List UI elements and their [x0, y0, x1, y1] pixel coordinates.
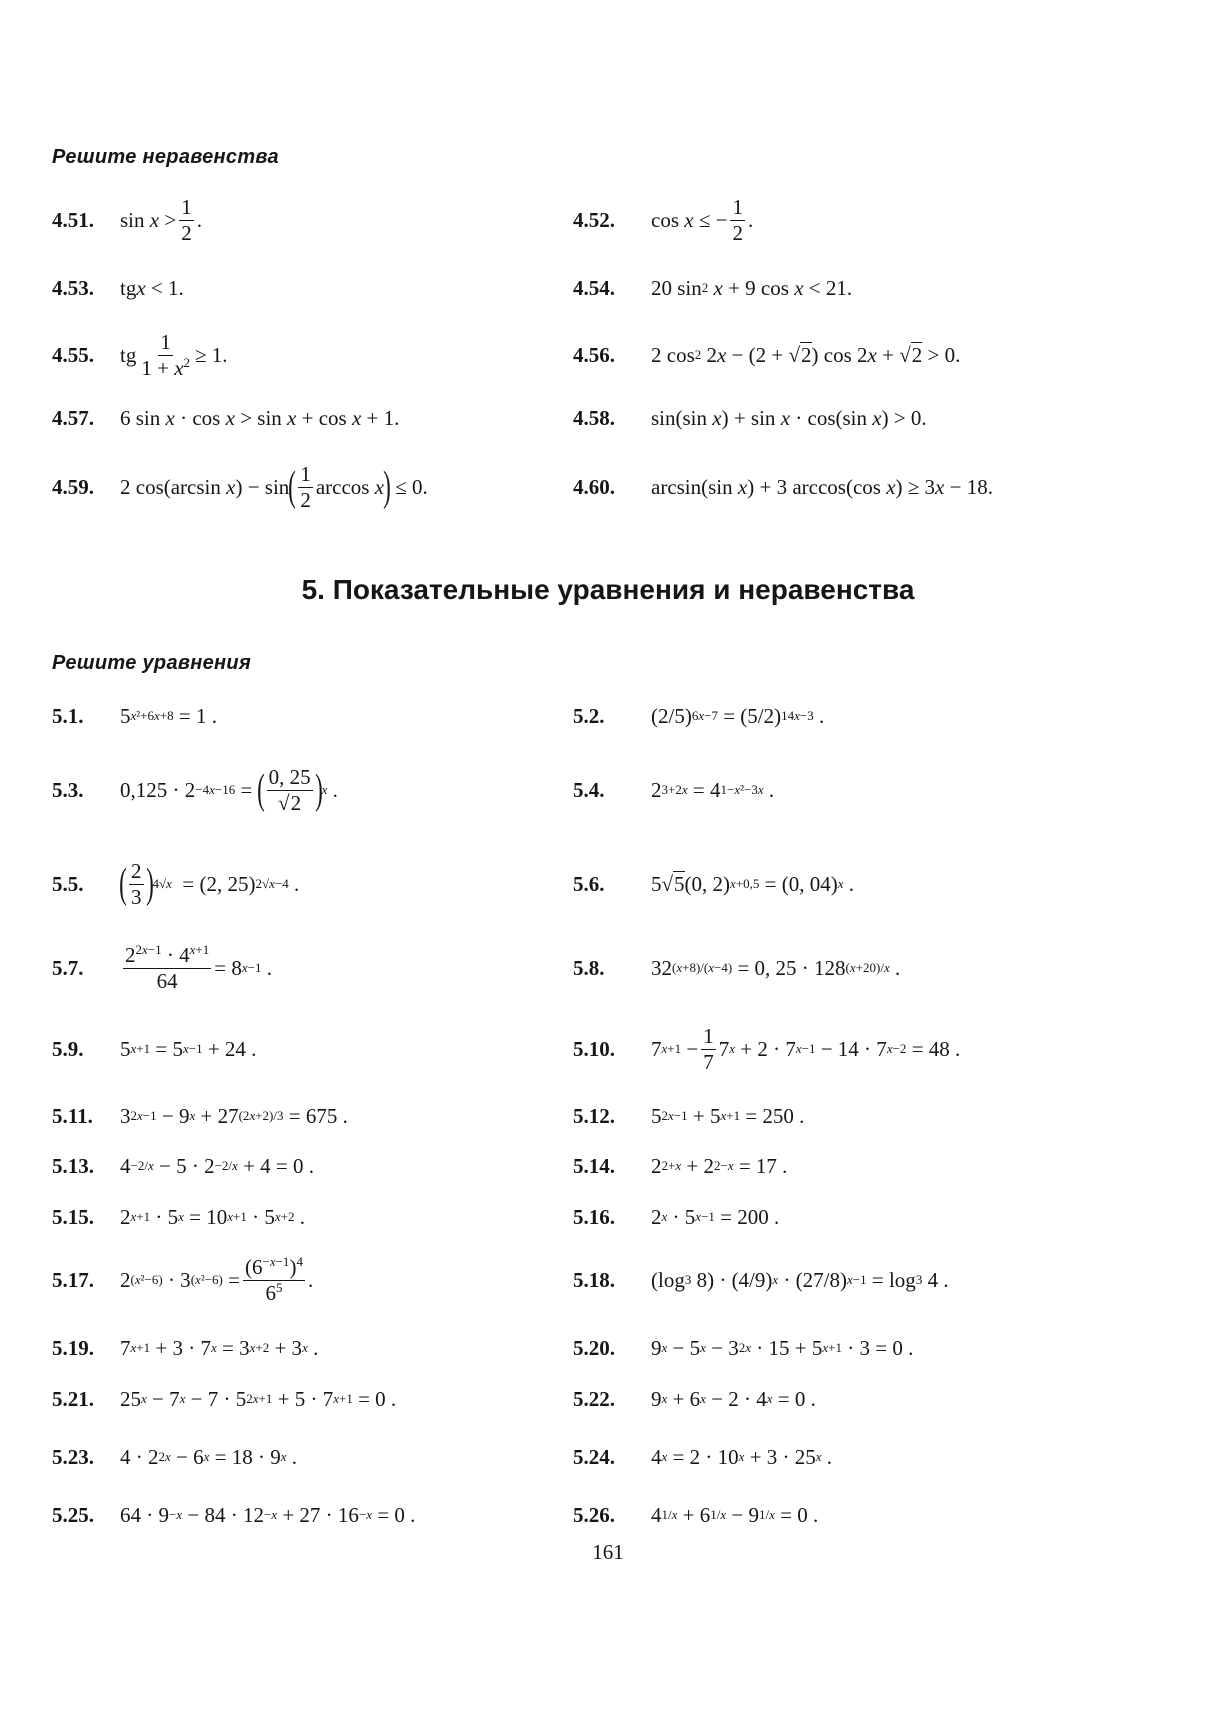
problem-number: 5.8. — [573, 955, 605, 980]
problem-number: 5.19. — [52, 1335, 94, 1360]
problem-5-22: 5.22. 9 x + 6 x − 2 · 4 x = 0 . — [573, 1386, 816, 1411]
problem-number: 5.5. — [52, 871, 84, 896]
problem-5-11: 5.11. 3 2x−1 − 9 x + 27 (2x+2)/3 = 675 . — [52, 1103, 348, 1128]
problem-number: 5.1. — [52, 703, 84, 728]
problem-5-4: 5.4. 2 3+2x = 4 1−x²−3x . — [573, 777, 775, 802]
problem-number: 5.10. — [573, 1036, 615, 1061]
problem-5-14: 5.14. 2 2+x + 2 2−x = 17 . — [573, 1153, 788, 1178]
problem-5-1: 5.1. 5 x²+6x+8 = 1 . — [52, 703, 217, 728]
problem-number: 4.54. — [573, 275, 615, 300]
problem-number: 4.55. — [52, 342, 94, 367]
problem-5-3: 5.3. 0,125 · 2 −4x−16 = ( $\frac{0, 25}{√2}$ ) x . — [52, 765, 338, 815]
problem-5-5: 5.5. ( $\frac{2}{3}$ ) 4√x = (2, 25) 2√x−4 . — [52, 859, 300, 909]
problem-number: 4.52. — [573, 207, 615, 232]
problem-number: 4.60. — [573, 474, 615, 499]
problem-4-52: 4.52. cos x ≤ − $\frac{1}{2}$ . — [573, 195, 754, 245]
problem-5-25: 5.25. 64 · 9 −x − 84 · 12 −x + 27 · 16 −x = 0 . — [52, 1502, 416, 1527]
problem-number: 5.3. — [52, 777, 84, 802]
problem-5-20: 5.20. 9 x − 5 x − 3 2x · 15 + 5 x+1 · 3 = 0 . — [573, 1335, 914, 1360]
problem-number: 5.9. — [52, 1036, 84, 1061]
problem-number: 5.25. — [52, 1502, 94, 1527]
problem-5-12: 5.12. 5 2x−1 + 5 x+1 = 250 . — [573, 1103, 805, 1128]
problem-4-55: 4.55. tg $\frac{1}{1 + x^2}$ ≥ 1. — [52, 330, 228, 380]
problem-number: 4.51. — [52, 207, 94, 232]
problem-number: 5.21. — [52, 1386, 94, 1411]
problem-4-53: 4.53. tg x < 1. — [52, 275, 184, 300]
problem-4-54: 4.54. 20 sin 2 x + 9 cos x < 21. — [573, 275, 853, 300]
problem-4-56: 4.56. 2 cos 2 2 x − (2 + √ 2 ) cos 2 x + √ 2 > 0. — [573, 342, 961, 367]
problem-number: 4.56. — [573, 342, 615, 367]
problem-4-58: 4.58. sin(sin x ) + sin x · cos(sin x ) > 0. — [573, 405, 927, 430]
problem-4-57: 4.57. 6 sin x · cos x > sin x + cos x + 1. — [52, 405, 400, 430]
problem-number: 5.24. — [573, 1444, 615, 1469]
problem-number: 4.57. — [52, 405, 94, 430]
problem-number: 4.59. — [52, 474, 94, 499]
problem-number: 5.22. — [573, 1386, 615, 1411]
problem-number: 4.58. — [573, 405, 615, 430]
problem-4-51: 4.51. sin x > $\frac{1}{2}$ . — [52, 195, 202, 245]
problem-4-59: 4.59. 2 cos(arcsin x ) − sin ( $\frac{1}{2}$ arccos x ) ≤ 0. — [52, 462, 428, 512]
problem-5-26: 5.26. 4 1/x + 6 1/x − 9 1/x = 0 . — [573, 1502, 819, 1527]
problem-5-17: 5.17. 2 (x²−6) · 3 (x²−6) = $\frac{(6^{-x-1})^4}{6^5}$ . — [52, 1254, 314, 1305]
problem-5-9: 5.9. 5 x+1 = 5 x−1 + 24 . — [52, 1036, 257, 1061]
problem-5-18: 5.18. (log 3 8) · (4/9) x · (27/8) x−1 = log 3 4 . — [573, 1267, 949, 1292]
problem-number: 5.14. — [573, 1153, 615, 1178]
problem-5-23: 5.23. 4 · 2 2x − 6 x = 18 · 9 x . — [52, 1444, 298, 1469]
problem-number: 5.15. — [52, 1204, 94, 1229]
problem-5-2: 5.2. (2/5) 6x−7 = (5/2) 14x−3 . — [573, 703, 825, 728]
problem-number: 5.7. — [52, 955, 84, 980]
problem-5-10: 5.10. 7 x+1 − $\frac{1}{7}$ 7 x + 2 · 7 x−1 − 14 · 7 x−2 = 48 . — [573, 1024, 961, 1074]
problem-5-21: 5.21. 25 x − 7 x − 7 · 5 2x+1 + 5 · 7 x+1 = 0 . — [52, 1386, 397, 1411]
problem-5-8: 5.8. 32 (x+8)/(x−4) = 0, 25 · 128 (x+20)/x . — [573, 955, 901, 980]
problem-5-19: 5.19. 7 x+1 + 3 · 7 x = 3 x+2 + 3 x . — [52, 1335, 319, 1360]
problem-number: 5.17. — [52, 1267, 94, 1292]
problem-number: 5.23. — [52, 1444, 94, 1469]
problem-5-16: 5.16. 2 x · 5 x−1 = 200 . — [573, 1204, 780, 1229]
problem-5-15: 5.15. 2 x+1 · 5 x = 10 x+1 · 5 x+2 . — [52, 1204, 305, 1229]
heading-solve-equations: Решите уравнения — [52, 652, 252, 674]
problem-number: 5.4. — [573, 777, 605, 802]
problem-number: 5.18. — [573, 1267, 615, 1292]
problem-4-60: 4.60. arcsin(sin x ) + 3 arccos(cos x ) ≥ 3 x − 18. — [573, 474, 993, 499]
problem-number: 5.16. — [573, 1204, 615, 1229]
problem-number: 5.26. — [573, 1502, 615, 1527]
section-title: 5. Показательные уравнения и неравенства — [301, 574, 915, 605]
page-number: 161 — [592, 1540, 624, 1564]
problem-5-13: 5.13. 4 −2/x − 5 · 2 −2/x + 4 = 0 . — [52, 1153, 314, 1178]
problem-number: 4.53. — [52, 275, 94, 300]
heading-solve-inequalities: Решите неравенства — [52, 146, 279, 168]
problem-5-24: 5.24. 4 x = 2 · 10 x + 3 · 25 x . — [573, 1444, 833, 1469]
problem-5-6: 5.6. 5√ 5 (0, 2) x+0,5 = (0, 04) x . — [573, 871, 855, 896]
problem-number: 5.20. — [573, 1335, 615, 1360]
problem-number: 5.12. — [573, 1103, 615, 1128]
problem-5-7: 5.7. $\frac{2^{2x-1} \cdot 4^{x+1}}{64}$ = 8 x−1 . — [52, 942, 272, 993]
problem-number: 5.13. — [52, 1153, 94, 1178]
problem-number: 5.6. — [573, 871, 605, 896]
problem-number: 5.11. — [52, 1103, 93, 1128]
problem-number: 5.2. — [573, 703, 605, 728]
